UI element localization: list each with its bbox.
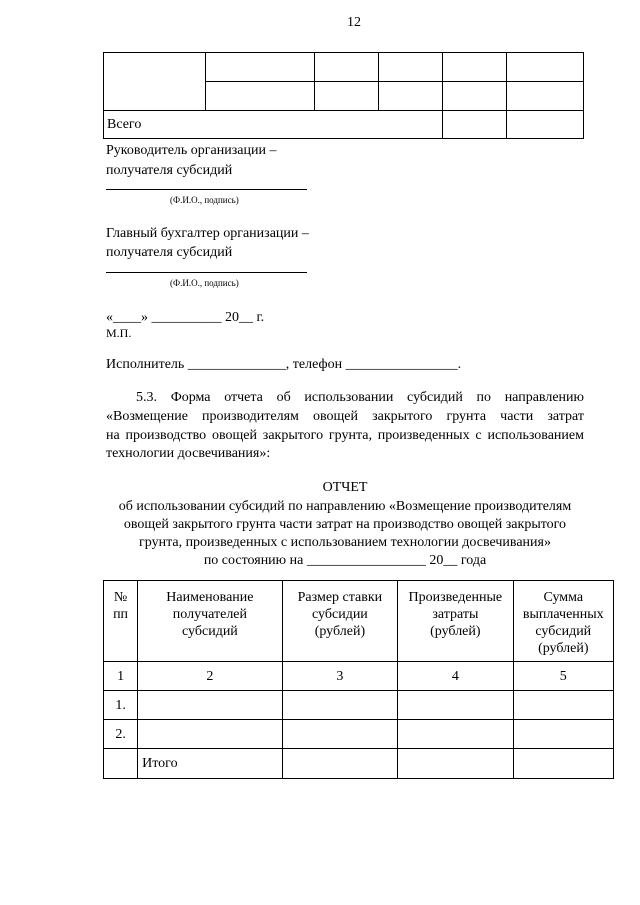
table-cell xyxy=(398,720,513,749)
header-text: получателей xyxy=(172,607,248,622)
page-number: 12 xyxy=(347,15,361,30)
accountant-caption: (Ф.И.О., подпись) xyxy=(170,278,239,288)
top-table-cell xyxy=(378,82,442,111)
table-cell xyxy=(282,749,397,779)
date-line: «____» __________ 20__ г. xyxy=(106,310,265,325)
header-text: Наименование xyxy=(166,590,254,605)
table-cell xyxy=(513,691,613,720)
top-table xyxy=(103,52,584,139)
stamp-label: М.П. xyxy=(106,326,132,340)
table-cell xyxy=(138,720,283,749)
header-cell-paid xyxy=(513,581,613,662)
column-number: 5 xyxy=(513,662,613,691)
head-caption: (Ф.И.О., подпись) xyxy=(170,195,239,205)
table-cell xyxy=(138,691,283,720)
header-text: (рублей) xyxy=(430,624,481,639)
header-text: субсидий xyxy=(182,624,238,639)
header-text: субсидий xyxy=(535,624,592,639)
report-title-line4: по состоянию на _________________ 20__ года xyxy=(203,553,487,568)
executor-line: Исполнитель ______________, телефон ________________. xyxy=(106,357,462,372)
top-table-cell xyxy=(506,111,583,139)
header-text: затраты xyxy=(432,607,479,622)
report-title-line2: овощей закрытого грунта части затрат на производство овощей закрытого xyxy=(123,517,567,532)
table-cell xyxy=(398,749,513,779)
header-text: № xyxy=(113,590,128,605)
row-number: 1. xyxy=(104,691,138,720)
top-table-total-label: Всего xyxy=(104,111,443,139)
header-cell-rate xyxy=(282,581,397,662)
accountant-line2: получателя субсидий xyxy=(106,245,233,260)
top-table-cell xyxy=(442,82,506,111)
table-cell xyxy=(513,749,613,779)
top-table-cell xyxy=(206,82,315,111)
top-table-cell xyxy=(315,82,379,111)
accountant-signature-line xyxy=(106,272,307,273)
top-table-cell xyxy=(378,53,442,82)
head-signature-line xyxy=(106,189,307,190)
table-cell xyxy=(282,720,397,749)
column-number: 2 xyxy=(138,662,283,691)
report-title-line3: грунта, произведенных с использованием технологии досвечивания» xyxy=(139,535,551,550)
row-number: 2. xyxy=(104,720,138,749)
table-cell xyxy=(282,691,397,720)
top-table-cell xyxy=(506,53,583,82)
report-title-line1: об использовании субсидий по направлению «Возмещение производителям xyxy=(118,499,572,514)
table-row-total xyxy=(104,749,614,779)
column-number: 4 xyxy=(398,662,513,691)
head-line1: Руководитель организации – xyxy=(106,143,277,158)
top-table-cell xyxy=(104,53,206,111)
table-cell xyxy=(104,749,138,779)
top-table-cell xyxy=(206,53,315,82)
paragraph-line4: технологии досвечивания»: xyxy=(106,446,271,461)
report-title: ОТЧЕТ xyxy=(322,480,368,495)
header-text: (рублей) xyxy=(314,624,366,639)
header-text: Сумма xyxy=(543,590,584,605)
table-row xyxy=(104,691,614,720)
header-cell-costs xyxy=(398,581,513,662)
head-line2: получателя субсидий xyxy=(106,163,233,178)
table-cell xyxy=(398,691,513,720)
header-text: выплаченных xyxy=(522,607,604,622)
top-table-cell xyxy=(506,82,583,111)
header-cell-number xyxy=(104,581,138,662)
header-text: пп xyxy=(113,607,129,622)
accountant-line1: Главный бухгалтер организации – xyxy=(106,226,309,241)
column-number: 3 xyxy=(282,662,397,691)
report-table xyxy=(103,580,614,779)
total-label: Итого xyxy=(138,749,283,779)
header-text: субсидии xyxy=(312,607,368,622)
paragraph-line1: 5.3. Форма отчета об использовании субсидий по направлению xyxy=(136,390,584,405)
header-cell-recipients xyxy=(138,581,283,662)
table-cell xyxy=(513,720,613,749)
top-table-cell xyxy=(315,53,379,82)
top-table-cell xyxy=(442,53,506,82)
header-text: (рублей) xyxy=(538,641,589,656)
table-row xyxy=(104,720,614,749)
header-text: Произведенные xyxy=(408,590,503,605)
paragraph-line2: «Возмещение производителям овощей закрытого грунта части затрат xyxy=(106,409,584,424)
column-number: 1 xyxy=(104,662,138,691)
header-text: Размер ставки xyxy=(297,590,383,605)
top-table-cell xyxy=(442,111,506,139)
paragraph-line3: на производство овощей закрытого грунта, произведенных с использованием xyxy=(106,428,584,443)
